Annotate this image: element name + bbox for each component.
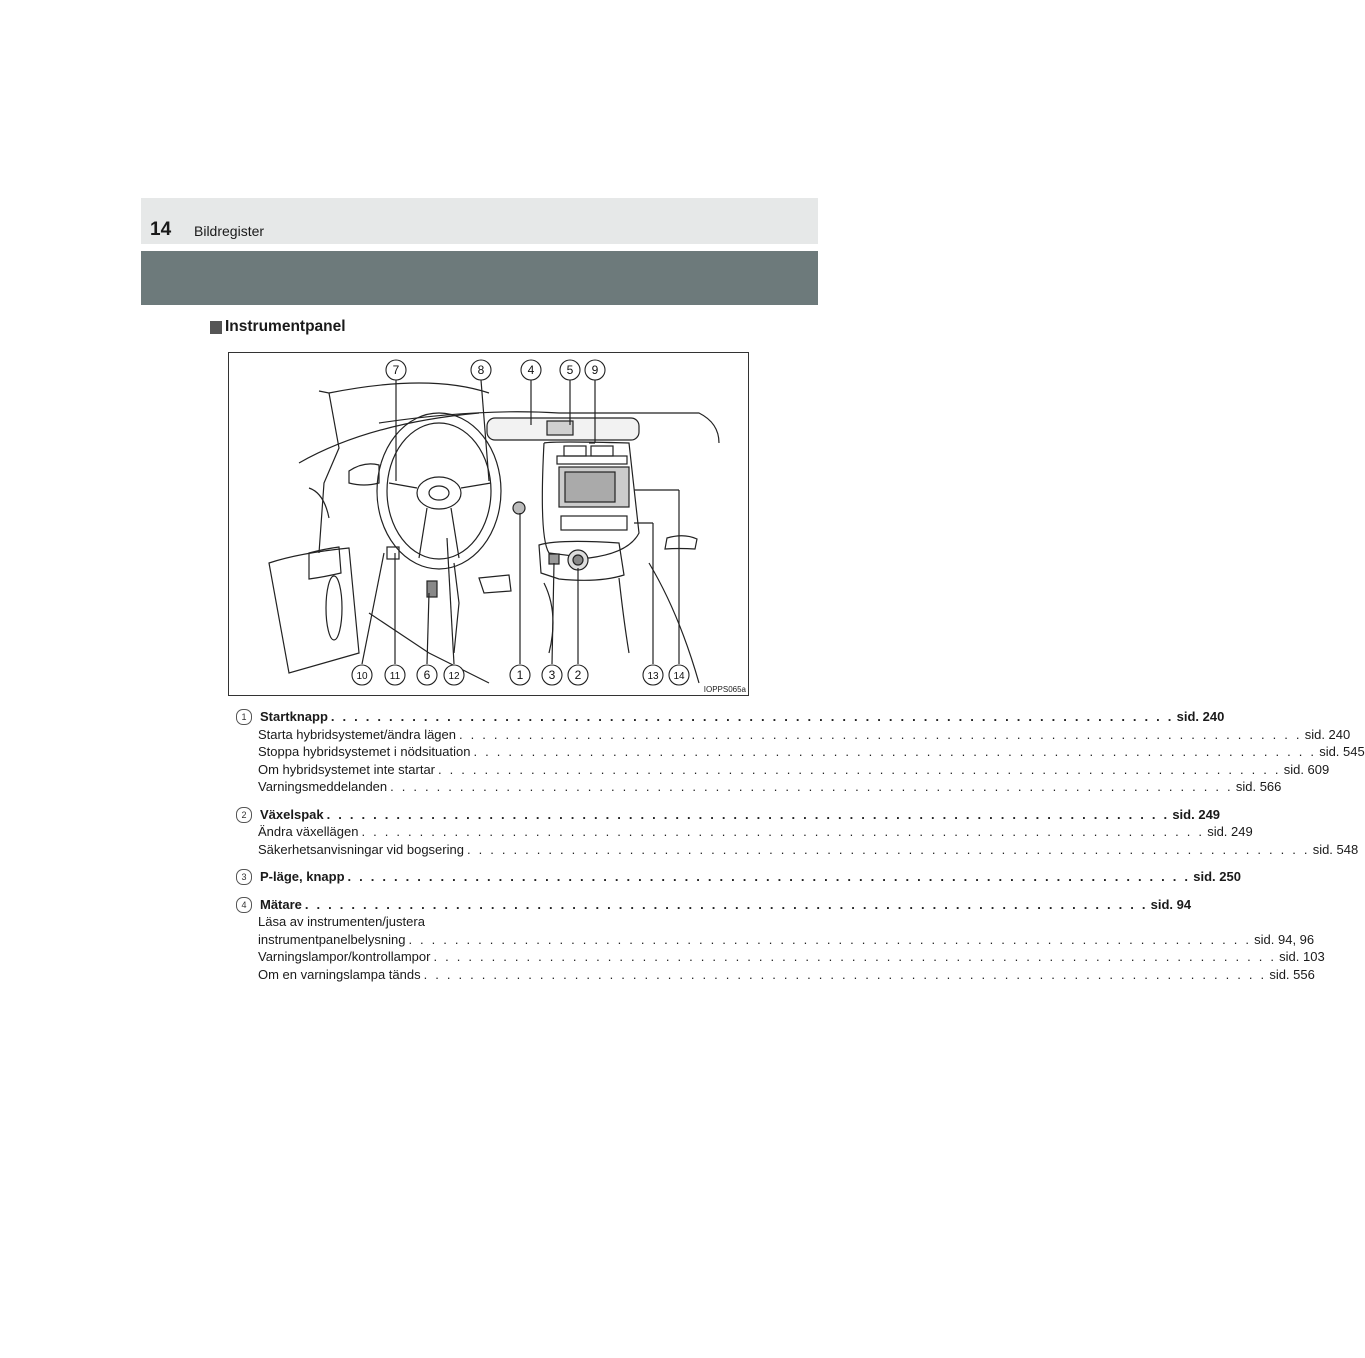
sub-entry-page-ref: sid. 545 bbox=[1319, 744, 1365, 759]
callout-label-2: 2 bbox=[574, 668, 582, 682]
header-title: Bildregister bbox=[194, 223, 265, 239]
entry-number-badge: 2 bbox=[236, 807, 252, 823]
page-number: 14 bbox=[150, 219, 172, 240]
sub-entry-label: Ändra växellägen bbox=[258, 824, 359, 839]
entry-head bbox=[236, 896, 1192, 914]
sub-entry-label: Varningsmeddelanden bbox=[258, 779, 388, 794]
entry-head bbox=[236, 806, 1221, 824]
instrument-panel-figure bbox=[228, 352, 749, 696]
leader-dots bbox=[361, 823, 1204, 841]
sub-entry-page-ref: sid. 249 bbox=[1207, 824, 1253, 839]
sub-entry-page-ref: sid. 566 bbox=[1235, 779, 1282, 794]
index-entry bbox=[236, 868, 1241, 886]
sub-entry-row[interactable] bbox=[258, 931, 1315, 949]
entry-title-row[interactable] bbox=[260, 896, 1191, 914]
entry-page-ref: sid. 94 bbox=[1150, 896, 1192, 912]
sub-entry-row[interactable] bbox=[258, 841, 1359, 859]
leader-dots bbox=[305, 896, 1148, 914]
sub-entry-row[interactable] bbox=[258, 761, 1330, 779]
sub-entry-row[interactable] bbox=[258, 743, 1365, 761]
sub-entry-label: Om en varningslampa tänds bbox=[258, 966, 421, 982]
sub-entry-page-ref: sid. 240 bbox=[1304, 726, 1351, 742]
callout-label-1: 1 bbox=[516, 668, 524, 682]
sub-entry-row[interactable] bbox=[258, 948, 1325, 966]
entry-page-ref: sid. 249 bbox=[1172, 806, 1221, 822]
entry-title: P-läge, knapp bbox=[260, 869, 345, 884]
leader-dots bbox=[473, 743, 1316, 761]
leader-dots bbox=[331, 708, 1174, 726]
entry-head bbox=[236, 868, 1241, 886]
callout-label-12: 12 bbox=[448, 671, 460, 682]
entry-head bbox=[236, 708, 1225, 726]
sub-entry-label: Säkerhetsanvisningar vid bogsering bbox=[258, 841, 464, 857]
callout-label-7: 7 bbox=[392, 363, 400, 377]
callout-label-14: 14 bbox=[673, 671, 685, 682]
heading-square-icon bbox=[210, 321, 222, 334]
sub-entry-page-ref: sid. 556 bbox=[1269, 966, 1315, 982]
sub-intro-text: Läsa av instrumenten/justera bbox=[258, 914, 425, 929]
entry-title-row[interactable] bbox=[260, 708, 1224, 726]
sub-entry-page-ref: sid. 548 bbox=[1312, 841, 1359, 857]
callout-label-13: 13 bbox=[647, 671, 659, 682]
sub-entry-page-ref: sid. 103 bbox=[1279, 949, 1325, 964]
callout-label-10: 10 bbox=[356, 671, 368, 682]
entry-title: Mätare bbox=[260, 896, 302, 912]
leader-dots bbox=[459, 726, 1302, 744]
entry-number-badge: 3 bbox=[236, 869, 252, 885]
entry-subrows bbox=[236, 823, 1359, 858]
section-heading bbox=[210, 318, 346, 336]
leader-dots bbox=[438, 761, 1281, 779]
sub-entry-label: Om hybridsystemet inte startar bbox=[258, 761, 435, 777]
leader-dots bbox=[424, 966, 1267, 984]
index-entry bbox=[236, 806, 1359, 859]
entry-title: Startknapp bbox=[260, 709, 328, 724]
leader-dots bbox=[390, 778, 1233, 796]
sub-entry-label: Stoppa hybridsystemet i nödsituation bbox=[258, 744, 471, 759]
entry-title-row[interactable] bbox=[260, 868, 1241, 886]
sub-entry-label: instrumentpanelbelysning bbox=[258, 931, 406, 947]
entry-title: Växelspak bbox=[260, 806, 324, 822]
callout-label-3: 3 bbox=[548, 668, 556, 682]
leader-dots bbox=[467, 841, 1310, 859]
callout-label-9: 9 bbox=[591, 363, 599, 377]
callout-label-4: 4 bbox=[527, 363, 535, 377]
entry-number-badge: 4 bbox=[236, 897, 252, 913]
entry-title-row[interactable] bbox=[260, 806, 1220, 824]
callout-label-5: 5 bbox=[566, 363, 574, 377]
index-entry bbox=[236, 896, 1325, 984]
index-entries bbox=[236, 708, 1365, 993]
section-heading-text: Instrumentpanel bbox=[225, 318, 346, 335]
sub-entry-row[interactable] bbox=[258, 778, 1282, 796]
entry-number-badge: 1 bbox=[236, 709, 252, 725]
section-bar bbox=[141, 251, 818, 305]
callout-label-8: 8 bbox=[477, 363, 485, 377]
callout-label-11: 11 bbox=[389, 671, 401, 682]
leader-dots bbox=[408, 931, 1251, 949]
sub-entry-page-ref: sid. 609 bbox=[1283, 761, 1330, 777]
sub-entry-page-ref: sid. 94, 96 bbox=[1254, 931, 1315, 947]
index-entry bbox=[236, 708, 1365, 796]
sub-entry-label: Starta hybridsystemet/ändra lägen bbox=[258, 726, 456, 742]
entry-page-ref: sid. 250 bbox=[1193, 869, 1241, 884]
figure-code: IOPPS065a bbox=[703, 685, 746, 694]
sub-entry-row[interactable] bbox=[258, 726, 1351, 744]
dashboard-illustration bbox=[229, 353, 748, 695]
entry-page-ref: sid. 240 bbox=[1176, 709, 1225, 724]
leader-dots bbox=[433, 948, 1276, 966]
sub-entry-row[interactable] bbox=[258, 823, 1253, 841]
leader-dots bbox=[348, 868, 1191, 886]
leader-dots bbox=[327, 806, 1170, 824]
callout-label-6: 6 bbox=[423, 668, 431, 682]
sub-entry-label: Varningslampor/kontrollampor bbox=[258, 949, 431, 964]
entry-subrows bbox=[236, 726, 1365, 796]
entry-subrows bbox=[236, 913, 1325, 983]
sub-entry-row[interactable] bbox=[258, 966, 1315, 984]
